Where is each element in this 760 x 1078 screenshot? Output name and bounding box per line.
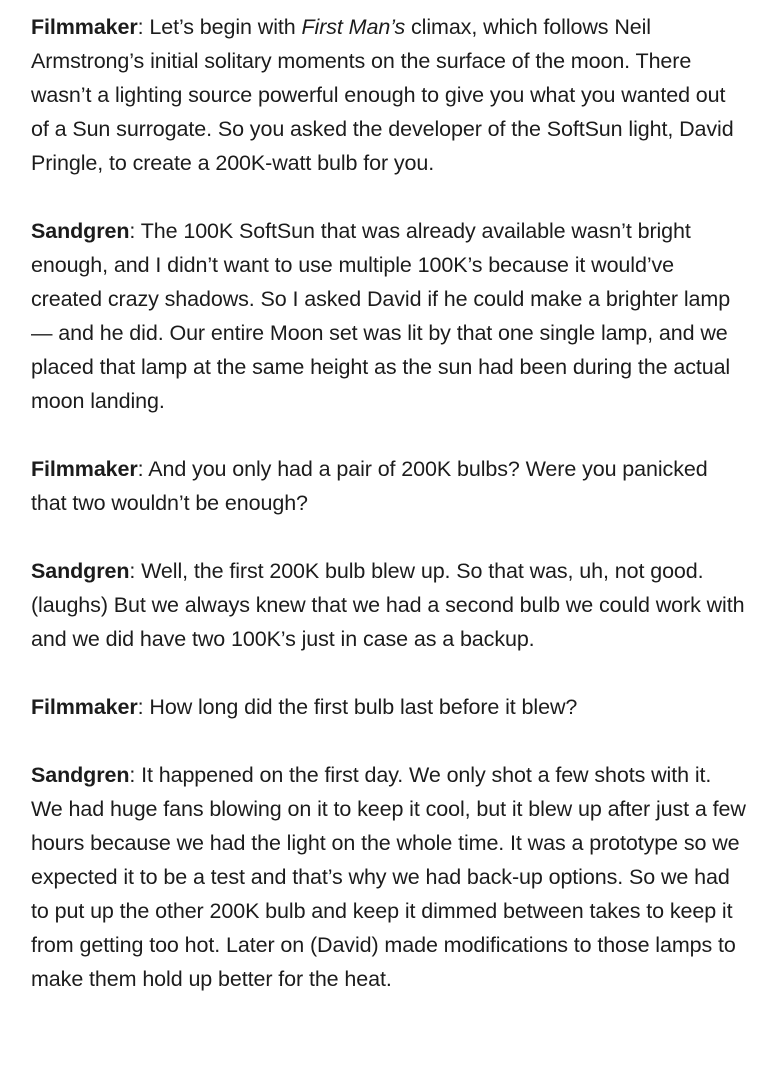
interview-paragraph (31, 452, 746, 520)
speaker-separator: : (137, 15, 150, 39)
paragraph-text: climax, which follows Neil Armstrong’s initial solitary moments on the surface of the moon. There wasn’t a lighting source powerful enough to give you what you wanted out of a Sun surrogate. So you asked the developer of the SoftSun light, David Pringle, to create a 200K-watt bulb for you. (31, 15, 734, 175)
speaker-separator: : (129, 559, 142, 583)
speaker-separator: : (137, 695, 150, 719)
speaker-separator: : (129, 763, 142, 787)
paragraph-text: Well, the first 200K bulb blew up. So that was, uh, not good. (laughs) But we always knew that we had a second bulb we could work with and we did have two 100K’s just in case as a backup. (31, 559, 745, 651)
paragraph-text: And you only had a pair of 200K bulbs? Were you panicked that two wouldn’t be enough? (31, 457, 708, 515)
paragraph-text: The 100K SoftSun that was already available wasn’t bright enough, and I didn’t want to use multiple 100K’s because it would’ve created crazy shadows. So I asked David if he could make a brighter lamp — and he did. Our entire Moon set was lit by that one single lamp, and we placed that lamp at the same height as the sun had been during the actual moon landing. (31, 219, 731, 413)
speaker-name: Sandgren (31, 763, 130, 787)
speaker-name: Filmmaker (31, 457, 138, 481)
film-title: First Man’s (301, 15, 406, 39)
paragraph-text: How long did the first bulb last before it blew? (149, 695, 578, 719)
interview-paragraph (31, 214, 746, 418)
speaker-name: Filmmaker (31, 15, 138, 39)
paragraph-text: It happened on the first day. We only shot a few shots with it. We had huge fans blowing on it to keep it cool, but it blew up after just a few hours because we had the light on the whole time. It was a prototype so we expected it to be a test and that’s why we had back-up options. So we had to put up the other 200K bulb and keep it dimmed between takes to keep it from getting too hot. Later on (David) made modifications to those lamps to make them hold up better for the heat. (31, 763, 746, 991)
interview-paragraph (31, 690, 746, 724)
speaker-name: Sandgren (31, 559, 130, 583)
speaker-name: Filmmaker (31, 695, 138, 719)
paragraph-text: Let’s begin with (149, 15, 302, 39)
speaker-separator: : (137, 457, 149, 481)
speaker-separator: : (129, 219, 141, 243)
interview-paragraph (31, 554, 746, 656)
interview-paragraph (31, 758, 746, 996)
speaker-name: Sandgren (31, 219, 130, 243)
interview-paragraph (31, 10, 746, 180)
